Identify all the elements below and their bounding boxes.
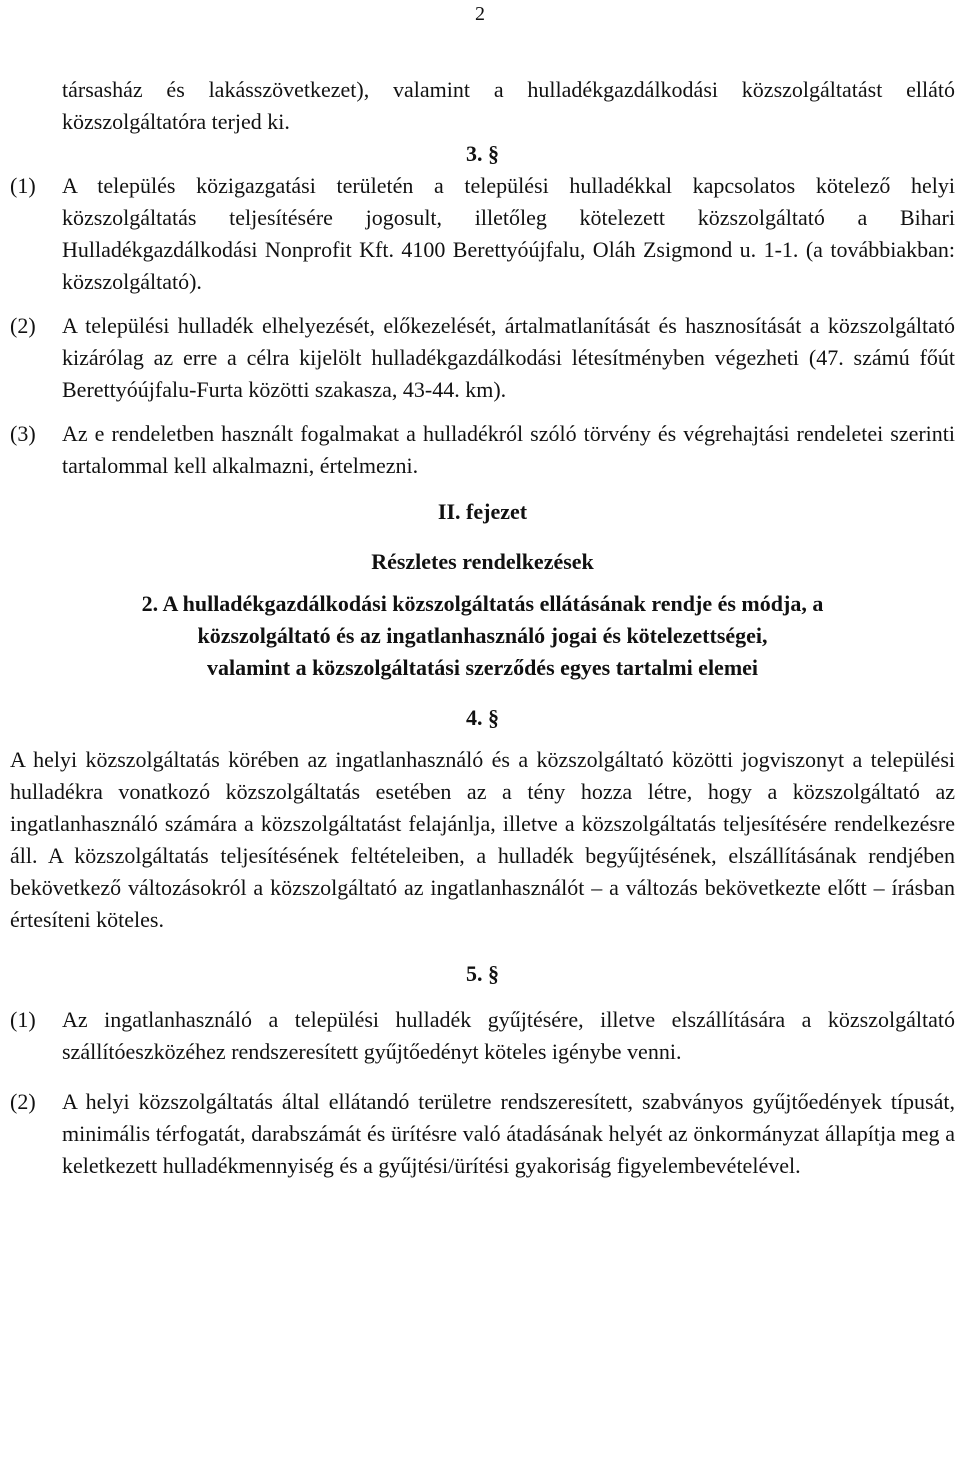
section-5-paragraph-1 <box>10 1004 955 1068</box>
chapter-subtitle-line: közszolgáltató és az ingatlanhasználó jogai és kötelezettségei, <box>197 623 768 648</box>
page-number: 2 <box>475 3 485 25</box>
section-3-paragraph-3 <box>10 418 955 482</box>
chapter-subtitle-line: 2. A hulladékgazdálkodási közszolgáltatás ellátásának rendje és módja, a <box>141 591 824 616</box>
intro-continuation: társasház és lakásszövetkezet), valamint a hulladékgazdálkodási közszolgáltatást ellátó közszolgáltatóra terjed ki. <box>62 77 955 134</box>
paragraph-number: (1) <box>10 1007 36 1032</box>
section-3-paragraph-2 <box>10 310 955 406</box>
paragraph-number: (2) <box>10 313 36 338</box>
paragraph-number: (1) <box>10 173 36 198</box>
chapter-subtitle-line: valamint a közszolgáltatási szerződés egyes tartalmi elemei <box>206 655 759 680</box>
paragraph-text: Az ingatlanhasználó a települési hulladék gyűjtésére, illetve elszállítására a közszolgáltató szállítóeszközéhez rendszeresített gyűjtőedényt köteles igénybe venni. <box>62 1007 955 1064</box>
paragraph-text: A település közigazgatási területén a települési hulladékkal kapcsolatos kötelező helyi közszolgáltatás teljesítésére jogosult, illetőleg kötelezett közszolgáltató a Bihari Hulladékgazdálkodási Nonprofit Kft. 4100 Berettyóújfalu, Oláh Zsigmond u. 1-1. (a továbbiakban: közszolgáltató). <box>62 173 955 294</box>
paragraph-number: (2) <box>10 1089 36 1114</box>
section-4-heading: 4. § <box>466 705 499 730</box>
section-5-heading: 5. § <box>466 961 499 986</box>
chapter-subtitle <box>10 588 955 684</box>
section-3-paragraph-1 <box>10 170 955 298</box>
section-4-paragraph: A helyi közszolgáltatás körében az ingatlanhasználó és a közszolgáltató közötti jogviszonyt a települési hulladékra vonatkozó közszolgáltatás esetében az a tény hozza létre, hogy a közszolgáltató az ingatlanhasználó számára a közszolgáltatást felajánlja, illetve a közszolgáltatás teljesítésére rendelkezésre áll. A közszolgáltatás teljesítésének feltételeiben, a hulladék begyűjtésének, elszállításának rendjében bekövetkező változásokról a közszolgáltató az ingatlanhasználót – a változás bekövetkezte előtt – írásban értesíteni köteles. <box>10 747 955 932</box>
paragraph-number: (3) <box>10 421 36 446</box>
section-5-paragraph-2 <box>10 1086 955 1182</box>
paragraph-text: A települési hulladék elhelyezését, előkezelését, ártalmatlanítását és hasznosítását a közszolgáltató kizárólag az erre a célra kijelölt hulladékgazdálkodási létesítményben végezheti (47. számú főút Berettyóújfalu-Furta közötti szakasza, 43-44. km). <box>62 313 955 402</box>
paragraph-text: A helyi közszolgáltatás által ellátandó területre rendszeresített, szabványos gyűjtőedények típusát, minimális térfogatát, darabszámát és ürítésre való átadásának helyét az önkormányzat állapítja meg a keletkezett hulladékmennyiség és a gyűjtési/ürítési gyakoriság figyelembevételével. <box>62 1089 955 1178</box>
chapter-title: Részletes rendelkezések <box>371 549 594 574</box>
section-3-heading: 3. § <box>466 141 499 166</box>
document-body <box>10 74 955 1182</box>
chapter-number: II. fejezet <box>437 499 528 524</box>
paragraph-text: Az e rendeletben használt fogalmakat a hulladékról szóló törvény és végrehajtási rendeletei szerinti tartalommal kell alkalmazni, értelmezni. <box>62 421 955 478</box>
